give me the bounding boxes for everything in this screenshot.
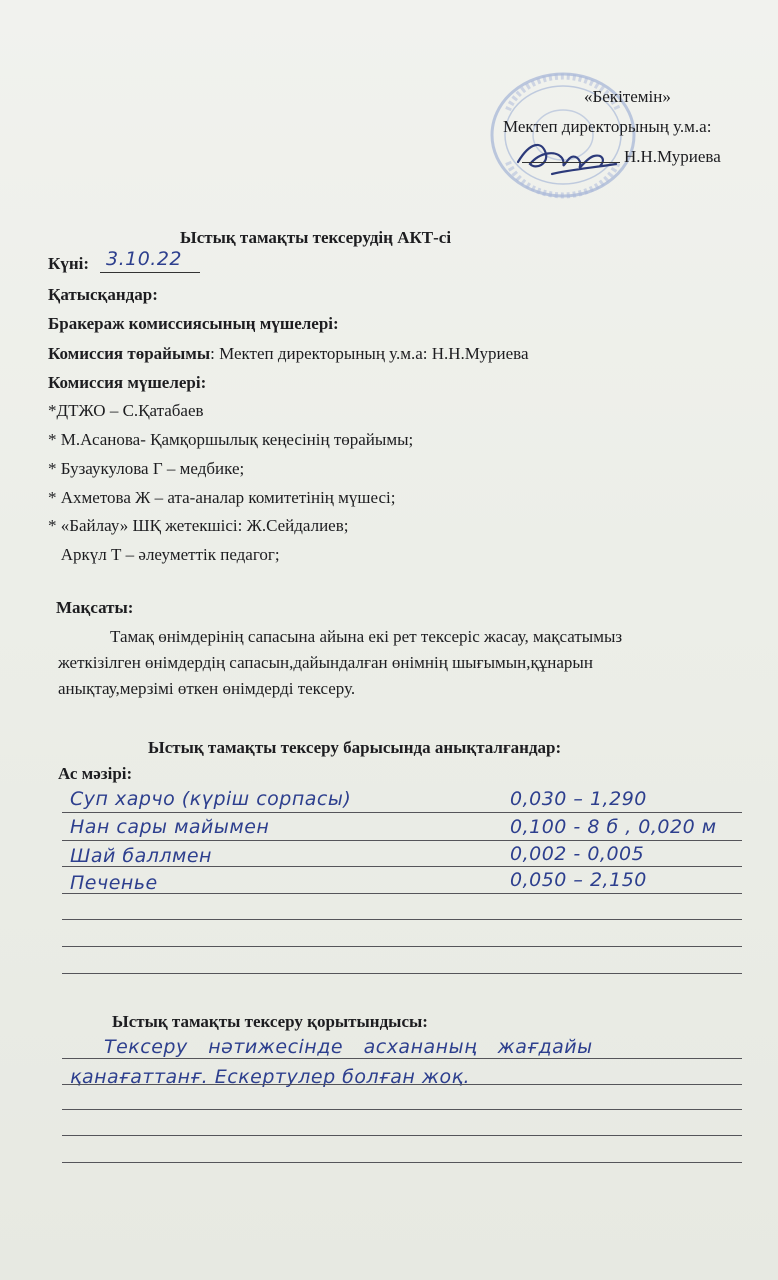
approval-title: «Бекітемін»: [584, 87, 671, 106]
participants-label: Қатысқандар:: [48, 285, 158, 304]
goal-heading: Мақсаты:: [56, 598, 134, 617]
menu-item-name: Суп харчо (күріш сорпасы): [70, 788, 352, 810]
approval-name: Н.Н.Муриева: [624, 147, 721, 166]
ruled-line: [62, 893, 742, 894]
commission-members-heading: Бракераж комиссиясының мүшелері:: [48, 314, 339, 333]
signature-line: [522, 162, 620, 163]
menu-item-qty: 0,050 – 2,150: [510, 869, 647, 891]
ruled-line: [62, 1084, 742, 1085]
ruled-line: [62, 1162, 742, 1163]
date-value: 3.10.22: [106, 248, 183, 270]
menu-label: Ас мәзірі:: [58, 764, 133, 783]
menu-item-name: Шай баллмен: [70, 845, 212, 867]
ruled-line: [62, 973, 742, 974]
goal-line: жеткізілген өнімдердің сапасын,дайындалған өнімнің шығымын,құнарын: [58, 653, 593, 672]
menu-item-name: Печенье: [70, 872, 158, 894]
member-item: *ДТЖО – С.Қатабаев: [48, 401, 204, 420]
chair-value: : Мектеп директорының у.м.а: Н.Н.Муриева: [210, 344, 529, 363]
menu-item-qty: 0,002 - 0,005: [510, 843, 645, 865]
member-item: * «Байлау» ШҚ жетекшісі: Ж.Сейдалиев;: [48, 516, 349, 535]
ruled-line: [62, 812, 742, 813]
menu-item-name: Нан сары майымен: [70, 816, 270, 838]
member-item: * Бузаукулова Г – медбике;: [48, 459, 245, 478]
conclusion-line: Тексеру нәтижесінде асхананың жағдайы: [104, 1036, 593, 1058]
commission-chair: [48, 344, 529, 364]
menu-item-qty: 0,030 – 1,290: [510, 788, 647, 810]
findings-heading: Ыстық тамақты тексеру барысында анықталғандар:: [148, 738, 562, 757]
ruled-line: [62, 866, 742, 867]
ruled-line: [62, 919, 742, 920]
menu-item-qty: 0,100 - 8 б , 0,020 м: [510, 816, 717, 838]
member-item: Аркүл Т – әлеуметтік педагог;: [48, 545, 280, 564]
member-item: * Ахметова Ж – ата-аналар комитетінің мүшесі;: [48, 488, 396, 507]
ruled-line: [62, 840, 742, 841]
chair-label: Комиссия төрайымы: [48, 344, 211, 363]
conclusion-heading: Ыстық тамақты тексеру қорытындысы:: [112, 1012, 428, 1031]
ruled-line: [62, 1058, 742, 1059]
conclusion-line: қанағаттанғ. Ескертулер болған жоқ.: [70, 1066, 471, 1088]
member-item: * М.Асанова- Қамқоршылық кеңесінің төрайымы;: [48, 430, 414, 449]
approval-position: Мектеп директорының у.м.а:: [503, 117, 712, 136]
ruled-line: [62, 1135, 742, 1136]
goal-line: Тамақ өнімдерінің сапасына айына екі рет тексеріс жасау, мақсатымыз: [110, 627, 623, 646]
members-heading: Комиссия мүшелері:: [48, 373, 207, 392]
document-title: Ыстық тамақты тексерудің АКТ-сі: [180, 228, 452, 247]
date-label: Күні:: [48, 254, 90, 273]
ruled-line: [62, 946, 742, 947]
date-underline: [100, 272, 200, 273]
director-signature: [512, 130, 622, 186]
goal-line: анықтау,мерзімі өткен өнімдерді тексеру.: [58, 679, 356, 698]
ruled-line: [62, 1109, 742, 1110]
